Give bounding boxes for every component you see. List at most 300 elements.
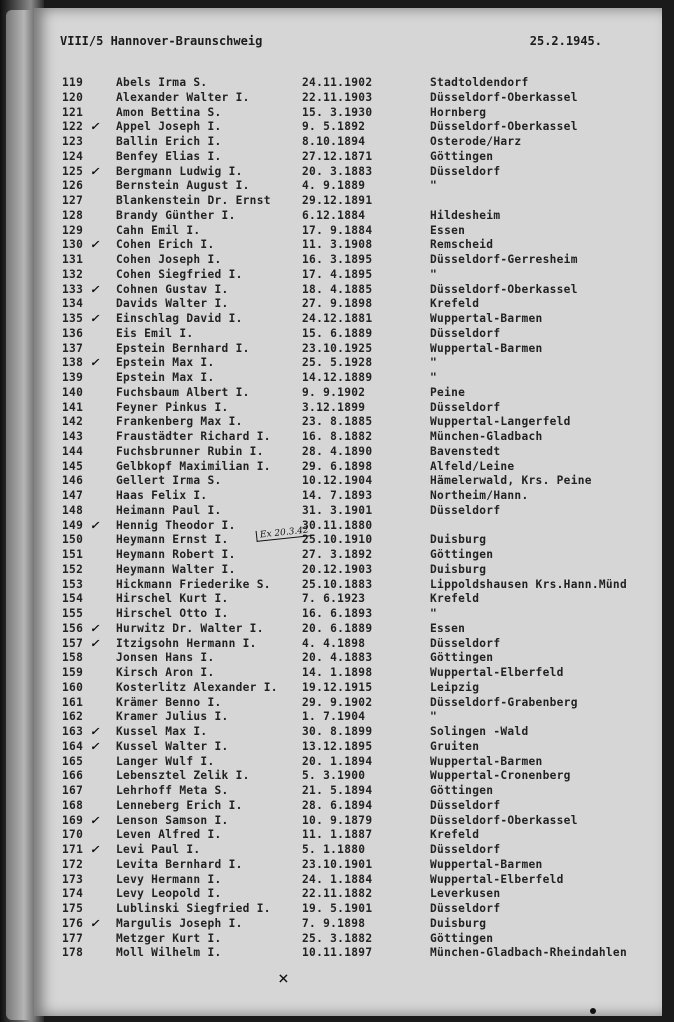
row-birthdate: 20. 4.1883 — [302, 651, 373, 665]
table-row — [34, 932, 662, 947]
row-number: 174 — [62, 887, 84, 901]
row-birthdate: 1. 7.1904 — [302, 710, 366, 724]
table-row — [34, 209, 662, 224]
row-name: Kussel Max I. — [116, 725, 208, 738]
table-row — [34, 460, 662, 475]
table-row — [34, 740, 662, 755]
row-number: 137 — [62, 341, 84, 355]
table-row — [34, 106, 662, 121]
row-birthdate: 29. 9.1902 — [302, 695, 373, 709]
row-number: 150 — [62, 533, 84, 547]
table-row — [34, 165, 662, 180]
row-number: 165 — [62, 754, 84, 768]
table-row — [34, 268, 662, 283]
table-row — [34, 563, 662, 578]
table-row — [34, 120, 662, 135]
row-place: Göttingen — [430, 784, 494, 797]
row-birthdate: 7. 9.1898 — [302, 916, 366, 930]
table-row — [34, 696, 662, 711]
row-number: 143 — [62, 430, 84, 443]
row-name: Itzigsohn Hermann I. — [116, 636, 257, 650]
check-mark-icon: ✓ — [90, 916, 100, 930]
row-birthdate: 25. 3.1882 — [302, 931, 373, 945]
row-number: 147 — [62, 489, 84, 502]
row-number: 132 — [62, 267, 84, 281]
row-birthdate: 25.10.1910 — [302, 533, 373, 547]
row-place: Wuppertal-Barmen — [430, 857, 543, 871]
row-birthdate: 23.10.1901 — [302, 857, 373, 871]
row-name: Lebensztel Zelik I. — [116, 769, 250, 783]
row-place: Hämelerwald, Krs. Peine — [430, 474, 592, 488]
row-number: 151 — [62, 548, 84, 561]
row-name: Davids Walter I. — [116, 297, 229, 311]
row-place: Hildesheim — [430, 208, 501, 222]
row-number: 148 — [62, 503, 84, 517]
check-mark-icon: ✓ — [90, 621, 100, 635]
row-name: Jonsen Hans I. — [116, 651, 215, 665]
row-birthdate: 16. 6.1893 — [302, 607, 373, 620]
row-name: Cahn Emil I. — [116, 223, 201, 237]
row-birthdate: 29.12.1891 — [302, 194, 373, 207]
row-place: Düsseldorf — [430, 400, 501, 414]
row-number: 122 — [62, 120, 84, 134]
row-place: Wuppertal-Cronenberg — [430, 769, 571, 783]
row-number: 136 — [62, 326, 84, 340]
table-row — [34, 430, 662, 445]
row-place: Wuppertal-Barmen — [430, 341, 543, 355]
row-number: 176 — [62, 916, 84, 930]
row-place: Northeim/Hann. — [430, 489, 529, 502]
row-place: Wuppertal-Langerfeld — [430, 415, 571, 429]
row-birthdate: 15. 6.1889 — [302, 326, 373, 340]
row-number: 168 — [62, 798, 84, 812]
table-row — [34, 283, 662, 298]
row-place: " — [430, 710, 438, 724]
row-number: 121 — [62, 105, 84, 119]
row-name: Lenneberg Erich I. — [116, 798, 243, 812]
row-birthdate: 22.11.1882 — [302, 887, 373, 901]
row-place: Düsseldorf-Gerresheim — [430, 253, 578, 266]
row-birthdate: 21. 5.1894 — [302, 784, 373, 797]
row-place: Bavenstedt — [430, 444, 501, 458]
row-birthdate: 27. 3.1892 — [302, 548, 373, 561]
handwritten-cross-mark: × — [278, 968, 289, 989]
row-number: 124 — [62, 149, 84, 163]
row-birthdate: 16. 8.1882 — [302, 430, 373, 443]
row-birthdate: 31. 3.1901 — [302, 503, 373, 517]
row-name: Kosterlitz Alexander I. — [116, 680, 278, 694]
row-number: 127 — [62, 194, 84, 207]
row-name: Fraustädter Richard I. — [116, 430, 271, 443]
table-row — [34, 607, 662, 622]
row-number: 138 — [62, 356, 84, 370]
row-number: 128 — [62, 208, 84, 222]
row-place: Leipzig — [430, 680, 480, 694]
row-number: 177 — [62, 931, 84, 945]
ink-blot — [590, 1008, 596, 1014]
check-mark-icon: ✓ — [90, 164, 100, 178]
table-row — [34, 533, 662, 548]
row-place: Duisburg — [430, 533, 487, 547]
row-name: Kirsch Aron I. — [116, 666, 215, 679]
row-birthdate: 22.11.1903 — [302, 90, 373, 104]
row-place: Düsseldorf-Oberkassel — [430, 90, 578, 104]
table-row — [34, 445, 662, 460]
row-birthdate: 7. 6.1923 — [302, 592, 366, 606]
row-place: Gruiten — [430, 739, 480, 753]
row-number: 175 — [62, 902, 84, 915]
row-number: 135 — [62, 312, 84, 325]
header-title: VIII/5 Hannover-Braunschweig — [60, 34, 263, 48]
row-name: Einschlag David I. — [116, 312, 243, 325]
row-name: Ballin Erich I. — [116, 135, 222, 148]
row-place: Düsseldorf — [430, 164, 501, 178]
row-number: 167 — [62, 784, 84, 797]
row-birthdate: 10.11.1897 — [302, 946, 373, 960]
row-place: Düsseldorf-Oberkassel — [430, 813, 578, 827]
row-name: Gelbkopf Maximilian I. — [116, 459, 271, 473]
row-birthdate: 4. 9.1889 — [302, 179, 366, 193]
row-birthdate: 13.12.1895 — [302, 739, 373, 753]
row-place: Lippoldshausen Krs.Hann.Münd — [430, 577, 627, 591]
row-place: Leverkusen — [430, 887, 501, 901]
row-number: 146 — [62, 474, 84, 488]
row-name: Epstein Max I. — [116, 371, 215, 384]
table-row — [34, 887, 662, 902]
row-birthdate: 15. 3.1930 — [302, 105, 373, 119]
row-name: Margulis Joseph I. — [116, 916, 243, 930]
row-place: " — [430, 607, 438, 620]
row-birthdate: 4. 4.1898 — [302, 636, 366, 650]
table-row — [34, 873, 662, 888]
row-name: Lehrhoff Meta S. — [116, 784, 229, 797]
row-number: 129 — [62, 223, 84, 237]
check-mark-icon: ✓ — [90, 739, 100, 753]
table-row — [34, 386, 662, 401]
handwritten-margin-note: Ex 20.3.42 — [256, 525, 313, 542]
row-place: München-Gladbach-Rheindahlen — [430, 946, 627, 960]
table-row — [34, 489, 662, 504]
row-number: 162 — [62, 710, 84, 724]
row-name: Bergmann Ludwig I. — [116, 164, 243, 178]
row-birthdate: 10.12.1904 — [302, 474, 373, 488]
row-place: Düsseldorf — [430, 843, 501, 856]
row-number: 154 — [62, 592, 84, 606]
table-row — [34, 946, 662, 961]
row-place: Remscheid — [430, 238, 494, 252]
table-row — [34, 238, 662, 253]
row-name: Hennig Theodor I. — [116, 518, 236, 532]
table-row — [34, 401, 662, 416]
row-birthdate: 3.12.1899 — [302, 400, 366, 414]
row-place: " — [430, 371, 438, 384]
previous-page-edge — [6, 10, 36, 1020]
check-mark-icon: ✓ — [90, 312, 100, 325]
row-name: Lenson Samson I. — [116, 813, 229, 827]
table-row — [34, 902, 662, 917]
row-name: Langer Wulf I. — [116, 754, 215, 768]
row-name: Hirschel Otto I. — [116, 607, 229, 620]
row-number: 126 — [62, 179, 84, 193]
row-place: Duisburg — [430, 916, 487, 930]
row-place: Wuppertal-Elberfeld — [430, 872, 564, 886]
check-mark-icon: ✓ — [90, 238, 100, 252]
row-place: Stadtoldendorf — [430, 76, 529, 89]
row-birthdate: 18. 4.1885 — [302, 282, 373, 296]
row-place: Krefeld — [430, 297, 480, 311]
table-row — [34, 91, 662, 106]
row-number: 172 — [62, 857, 84, 871]
row-name: Eis Emil I. — [116, 326, 194, 340]
page-header — [60, 34, 602, 48]
row-birthdate: 28. 4.1890 — [302, 444, 373, 458]
row-birthdate: 16. 3.1895 — [302, 253, 373, 266]
row-number: 170 — [62, 828, 84, 842]
row-place: Krefeld — [430, 828, 480, 842]
row-birthdate: 24. 1.1884 — [302, 872, 373, 886]
row-number: 123 — [62, 135, 84, 148]
check-mark-icon: ✓ — [90, 282, 100, 296]
row-number: 178 — [62, 946, 84, 960]
row-number: 141 — [62, 400, 84, 414]
row-number: 119 — [62, 76, 84, 89]
row-place: Wuppertal-Elberfeld — [430, 666, 564, 679]
table-row — [34, 651, 662, 666]
row-birthdate: 9. 9.1902 — [302, 385, 366, 399]
row-place: Duisburg — [430, 562, 487, 576]
row-name: Lublinski Siegfried I. — [116, 902, 271, 915]
table-row — [34, 371, 662, 386]
row-number: 159 — [62, 666, 84, 679]
table-row — [34, 755, 662, 770]
row-place: Düsseldorf — [430, 798, 501, 812]
row-number: 149 — [62, 518, 84, 532]
row-place: Göttingen — [430, 931, 494, 945]
row-birthdate: 28. 6.1894 — [302, 798, 373, 812]
row-number: 171 — [62, 843, 84, 856]
row-number: 131 — [62, 253, 84, 266]
row-name: Hurwitz Dr. Walter I. — [116, 621, 264, 635]
row-name: Fuchsbrunner Rubin I. — [116, 444, 264, 458]
row-name: Metzger Kurt I. — [116, 931, 222, 945]
row-number: 155 — [62, 607, 84, 620]
table-row — [34, 578, 662, 593]
row-birthdate: 5. 3.1900 — [302, 769, 366, 783]
table-row — [34, 622, 662, 637]
check-mark-icon: ✓ — [90, 813, 100, 827]
row-number: 140 — [62, 385, 84, 399]
row-number: 158 — [62, 651, 84, 665]
row-name: Gellert Irma S. — [116, 474, 222, 488]
row-number: 152 — [62, 562, 84, 576]
check-mark-icon: ✓ — [90, 356, 100, 370]
row-birthdate: 9. 5.1892 — [302, 120, 366, 134]
row-name: Kramer Julius I. — [116, 710, 229, 724]
check-mark-icon: ✓ — [90, 843, 100, 856]
table-row — [34, 710, 662, 725]
check-mark-icon: ✓ — [90, 120, 100, 134]
table-row — [34, 474, 662, 489]
row-place: " — [430, 179, 438, 193]
row-place: Düsseldorf — [430, 503, 501, 517]
deportee-list — [34, 76, 662, 961]
row-place: Wuppertal-Barmen — [430, 754, 543, 768]
row-place: Düsseldorf-Oberkassel — [430, 282, 578, 296]
row-birthdate: 20. 1.1894 — [302, 754, 373, 768]
table-row — [34, 784, 662, 799]
row-place: Göttingen — [430, 548, 494, 561]
table-row — [34, 327, 662, 342]
row-place: " — [430, 267, 438, 281]
table-row — [34, 342, 662, 357]
row-birthdate: 19. 5.1901 — [302, 902, 373, 915]
table-row — [34, 194, 662, 209]
row-birthdate: 23.10.1925 — [302, 341, 373, 355]
row-birthdate: 27.12.1871 — [302, 149, 373, 163]
row-birthdate: 6.12.1884 — [302, 208, 366, 222]
row-name: Haas Felix I. — [116, 489, 208, 502]
row-place: Düsseldorf — [430, 902, 501, 915]
row-name: Levy Leopold I. — [116, 887, 222, 901]
row-place: Düsseldorf-Oberkassel — [430, 120, 578, 134]
row-birthdate: 19.12.1915 — [302, 680, 373, 694]
table-row — [34, 548, 662, 563]
row-birthdate: 23. 8.1885 — [302, 415, 373, 429]
table-row — [34, 799, 662, 814]
row-birthdate: 24.11.1902 — [302, 76, 373, 89]
table-row — [34, 666, 662, 681]
row-place: " — [430, 356, 438, 370]
check-mark-icon: ✓ — [90, 636, 100, 650]
row-number: 164 — [62, 739, 84, 753]
table-row — [34, 224, 662, 239]
row-place: Essen — [430, 223, 466, 237]
table-row — [34, 637, 662, 652]
row-birthdate: 14.12.1889 — [302, 371, 373, 384]
table-row — [34, 769, 662, 784]
row-birthdate: 10. 9.1879 — [302, 813, 373, 827]
row-name: Alexander Walter I. — [116, 90, 250, 104]
table-row — [34, 814, 662, 829]
table-row — [34, 76, 662, 91]
row-number: 169 — [62, 813, 84, 827]
row-birthdate: 17. 4.1895 — [302, 267, 373, 281]
table-row — [34, 681, 662, 696]
row-name: Epstein Bernhard I. — [116, 341, 250, 355]
table-row — [34, 253, 662, 268]
table-row — [34, 519, 662, 534]
row-number: 134 — [62, 297, 84, 311]
row-number: 153 — [62, 577, 84, 591]
row-birthdate: 30.11.1880 — [302, 518, 373, 532]
check-mark-icon: ✓ — [90, 518, 100, 532]
row-birthdate: 24.12.1881 — [302, 312, 373, 325]
row-name: Levi Paul I. — [116, 843, 201, 856]
table-row — [34, 504, 662, 519]
row-place: Krefeld — [430, 592, 480, 606]
table-row — [34, 917, 662, 932]
row-birthdate: 30. 8.1899 — [302, 725, 373, 738]
row-name: Bernstein August I. — [116, 179, 250, 193]
row-number: 145 — [62, 459, 84, 473]
row-name: Heymann Walter I. — [116, 562, 236, 576]
row-place: Düsseldorf — [430, 636, 501, 650]
table-row — [34, 725, 662, 740]
row-name: Brandy Günther I. — [116, 208, 236, 222]
row-place: Hornberg — [430, 105, 487, 119]
row-place: Essen — [430, 621, 466, 635]
row-birthdate: 5. 1.1880 — [302, 843, 366, 856]
row-number: 157 — [62, 636, 84, 650]
row-birthdate: 11. 3.1908 — [302, 238, 373, 252]
table-row — [34, 592, 662, 607]
row-name: Blankenstein Dr. Ernst — [116, 194, 271, 207]
row-place: München-Gladbach — [430, 430, 543, 443]
row-name: Abels Irma S. — [116, 76, 208, 89]
table-row — [34, 415, 662, 430]
row-name: Feyner Pinkus I. — [116, 400, 229, 414]
row-place: Osterode/Harz — [430, 135, 522, 148]
row-name: Leven Alfred I. — [116, 828, 222, 842]
row-number: 142 — [62, 415, 84, 429]
row-place: Solingen -Wald — [430, 725, 529, 738]
table-row — [34, 828, 662, 843]
row-name: Cohen Siegfried I. — [116, 267, 243, 281]
row-name: Cohnen Gustav I. — [116, 282, 229, 296]
row-number: 163 — [62, 725, 84, 738]
document-page — [34, 8, 662, 1016]
row-number: 133 — [62, 282, 84, 296]
row-birthdate: 25. 5.1928 — [302, 356, 373, 370]
row-name: Levita Bernhard I. — [116, 857, 243, 871]
row-name: Krämer Benno I. — [116, 695, 222, 709]
row-name: Hickmann Friederike S. — [116, 577, 271, 591]
row-birthdate: 20.12.1903 — [302, 562, 373, 576]
row-birthdate: 14. 1.1898 — [302, 666, 373, 679]
row-birthdate: 11. 1.1887 — [302, 828, 373, 842]
row-birthdate: 27. 9.1898 — [302, 297, 373, 311]
row-place: Göttingen — [430, 149, 494, 163]
table-row — [34, 150, 662, 165]
row-birthdate: 25.10.1883 — [302, 577, 373, 591]
row-number: 120 — [62, 90, 84, 104]
row-number: 160 — [62, 680, 84, 694]
row-birthdate: 8.10.1894 — [302, 135, 366, 148]
row-name: Levy Hermann I. — [116, 872, 222, 886]
row-name: Heymann Ernst I. — [116, 533, 229, 547]
row-name: Amon Bettina S. — [116, 105, 222, 119]
header-date: 25.2.1945. — [529, 34, 602, 48]
row-place: Düsseldorf-Grabenberg — [430, 695, 578, 709]
row-place: Göttingen — [430, 651, 494, 665]
row-number: 125 — [62, 164, 84, 178]
row-name: Fuchsbaum Albert I. — [116, 385, 250, 399]
row-place: Wuppertal-Barmen — [430, 312, 543, 325]
row-birthdate: 29. 6.1898 — [302, 459, 373, 473]
table-row — [34, 843, 662, 858]
row-name: Heimann Paul I. — [116, 503, 222, 517]
row-name: Cohen Joseph I. — [116, 253, 222, 266]
row-number: 161 — [62, 695, 84, 709]
row-name: Heymann Robert I. — [116, 548, 236, 561]
row-number: 173 — [62, 872, 84, 886]
row-number: 144 — [62, 444, 84, 458]
row-birthdate: 20. 6.1889 — [302, 621, 373, 635]
row-name: Epstein Max I. — [116, 356, 215, 370]
row-name: Appel Joseph I. — [116, 120, 222, 134]
row-birthdate: 17. 9.1884 — [302, 223, 373, 237]
row-name: Kussel Walter I. — [116, 739, 229, 753]
